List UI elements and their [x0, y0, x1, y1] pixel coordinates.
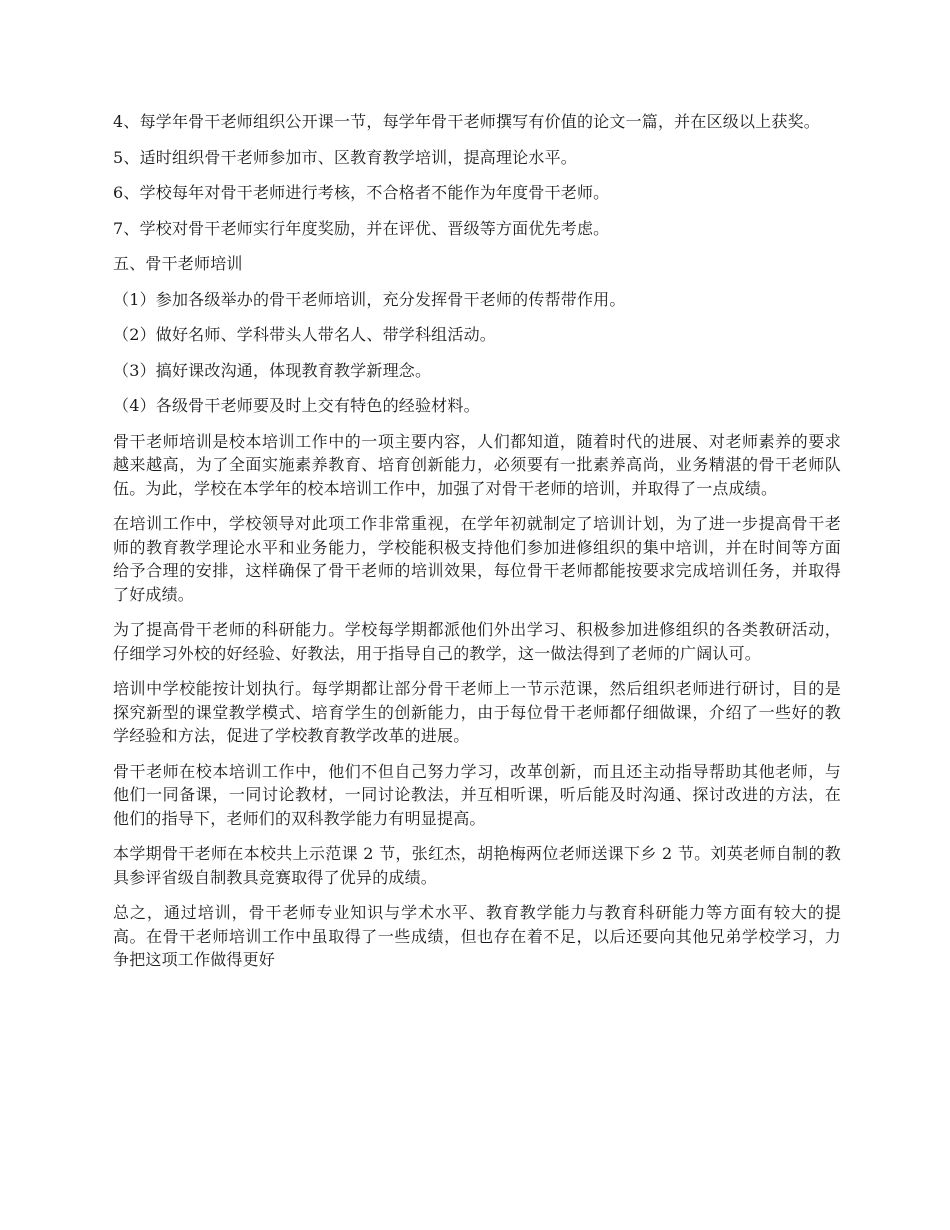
section-heading: 五、骨干老师培训 — [113, 254, 243, 273]
body-paragraph-plan: 在培训工作中，学校领导对此项工作非常重视，在学年初就制定了培训计划，为了进一步提高骨干老师的教育教学理论水平和业务能力，学校能积极支持他们参加进修组织的集中培训，并在时间等方面给予合理的安排，这样确保了骨干老师的培训效果，每位骨干老师都能按要求完成培训任务，并取得了好成绩。 — [113, 514, 841, 604]
training-item-3: （3）搞好课改沟通，体现教育教学新理念。 — [113, 360, 432, 380]
training-item-4: （4）各级骨干老师要及时上交有特色的经验材料。 — [113, 396, 480, 415]
body-paragraph-results: 本学期骨干老师在本校共上示范课 2 节，张红杰，胡艳梅两位老师送课下乡 2 节。刘英老师自制的教具参评省级自制教具竞赛取得了优异的成绩。 — [113, 844, 841, 887]
body-paragraph-demo-lessons: 培训中学校能按计划执行。每学期都让部分骨干老师上一节示范课，然后组织老师进行研讨，目的是探究新型的课堂教学模式、培育学生的创新能力，由于每位骨干老师都仔细做课，介绍了一些好的教学经验和方法，促进了学校教育教学改革的进展。 — [113, 679, 841, 745]
paragraph-item-7: 7、学校对骨干老师实行年度奖励，并在评优、晋级等方面优先考虑。 — [113, 218, 610, 238]
body-paragraph-summary: 总之，通过培训，骨干老师专业知识与学术水平、教育教学能力与教育科研能力等方面有较大的提高。在骨干老师培训工作中虽取得了一些成绩，但也存在着不足，以后还要向其他兄弟学校学习，力争把这项工作做得更好 — [113, 903, 841, 969]
paragraph-item-5: 5、适时组织骨干老师参加市、区教育教学培训，提高理论水平。 — [113, 147, 577, 167]
body-paragraph-research: 为了提高骨干老师的科研能力。学校每学期都派他们外出学习、积极参加进修组织的各类教研活动，仔细学习外校的好经验、好教法，用于指导自己的教学，这一做法得到了老师的广阔认可。 — [113, 620, 841, 663]
body-paragraph-intro: 骨干老师培训是校本培训工作中的一项主要内容，人们都知道，随着时代的进展、对老师素养的要求越来越高，为了全面实施素养教育、培育创新能力，必须要有一批素养高尚，业务精湛的骨干老师队伍。为此，学校在本学年的校本培训工作中，加强了对骨干老师的培训，并取得了一点成绩。 — [113, 431, 841, 498]
paragraph-item-6: 6、学校每年对骨干老师进行考核，不合格者不能作为年度骨干老师。 — [113, 183, 610, 202]
body-paragraph-mentoring: 骨干老师在校本培训工作中，他们不但自己努力学习，改革创新，而且还主动指导帮助其他老师，与他们一同备课，一同讨论教材，一同讨论教法，并互相听课，听后能及时沟通、探讨改进的方法，在他们的指导下，老师们的双科教学能力有明显提高。 — [113, 761, 841, 828]
training-item-2: （2）做好名师、学科带头人带名人、带学科组活动。 — [113, 325, 496, 344]
training-item-1: （1）参加各级举办的骨干老师培训，充分发挥骨干老师的传帮带作用。 — [113, 289, 626, 309]
paragraph-item-4: 4、每学年骨干老师组织公开课一节，每学年骨干老师撰写有价值的论文一篇，并在区级以上获奖。 — [113, 112, 820, 131]
document-page — [113, 110, 841, 984]
